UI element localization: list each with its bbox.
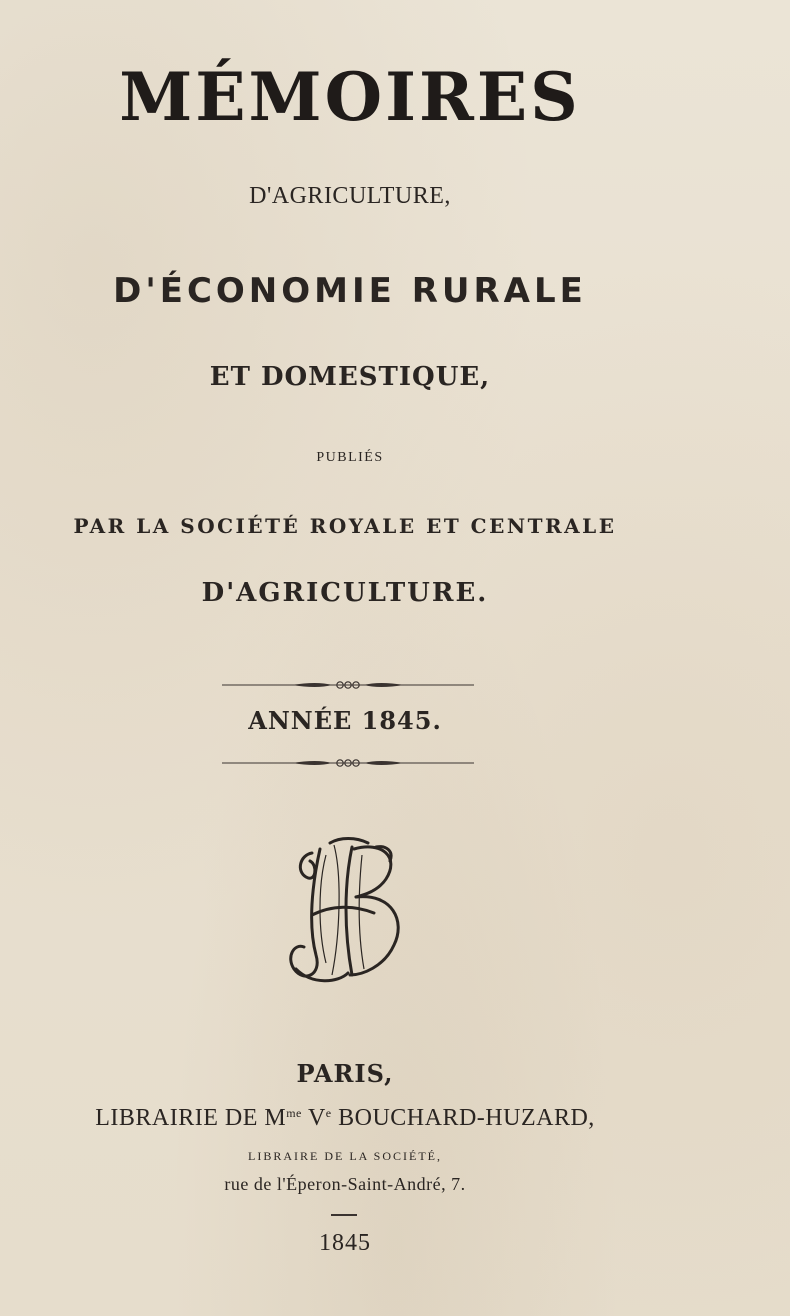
publisher-e-superscript: e (325, 1106, 332, 1120)
year-label: ANNÉE 1845. (248, 706, 442, 735)
imprint-city: PARIS, (296, 1059, 394, 1088)
publisher-address: rue de l'Éperon-Saint-André, 7. (224, 1174, 466, 1194)
society-line-agriculture: D'AGRICULTURE. (201, 578, 489, 608)
published-label: PUBLIÉS (316, 450, 384, 465)
book-title: MÉMOIRES (119, 58, 581, 136)
society-line: PAR LA SOCIÉTÉ ROYALE ET CENTRALE (73, 514, 617, 538)
short-divider (331, 1214, 357, 1216)
publisher-role: LIBRAIRE DE LA SOCIÉTÉ, (248, 1149, 442, 1163)
ornamental-rule-bottom (222, 756, 474, 770)
subtitle-domestique: ET DOMESTIQUE, (209, 362, 491, 392)
publisher-v: V (307, 1105, 326, 1131)
subtitle-agriculture: D'AGRICULTURE, (249, 183, 451, 209)
subtitle-economie-rurale: D'ÉCONOMIE RURALE (113, 271, 587, 311)
imprint-publisher (0, 1105, 740, 1132)
ornamental-rule-top (222, 678, 474, 692)
publisher-name: BOUCHARD-HUZARD, (338, 1105, 595, 1131)
publisher-me-superscript: me (286, 1106, 302, 1120)
publisher-prefix: LIBRAIRIE DE M (95, 1105, 287, 1131)
publisher-monogram (282, 835, 412, 987)
imprint-year: 1845 (319, 1230, 371, 1256)
